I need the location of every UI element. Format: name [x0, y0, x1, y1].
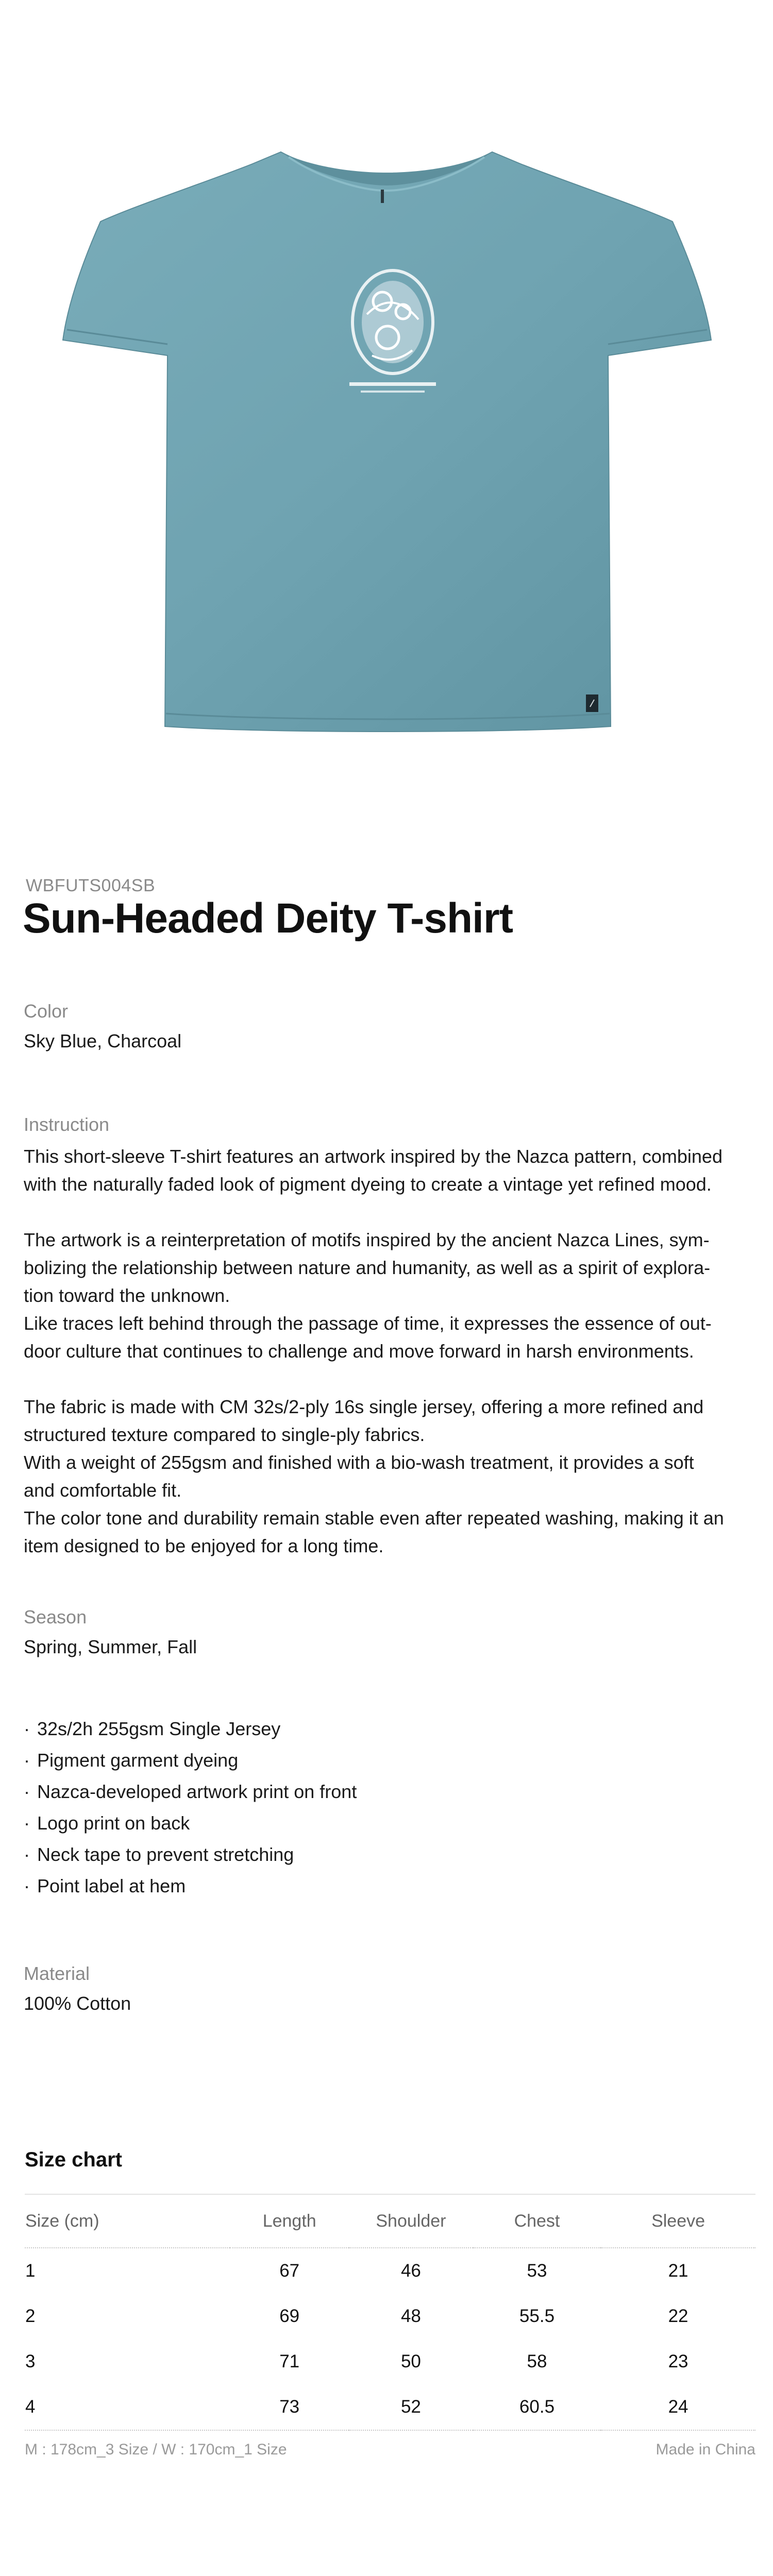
bullet-icon: · [24, 1844, 30, 1865]
material-label: Material [24, 1963, 90, 1984]
color-value-row [24, 1030, 755, 1052]
header-shoulder: Shoulder [349, 2194, 473, 2248]
season-label: Season [24, 1606, 87, 1628]
instruction-line: The color tone and durability remain stable even after repeated washing, making it an [24, 1507, 724, 1529]
instruction-line: With a weight of 255gsm and finished with a bio-wash treatment, it provides a soft [24, 1452, 694, 1473]
tshirt-body [63, 152, 711, 732]
size-chart-title: Size chart [25, 2148, 122, 2171]
size-chart-table [25, 2194, 755, 2431]
bullet-icon: · [24, 1875, 30, 1896]
product-image [0, 0, 773, 804]
table-row: 4 73 52 60.5 24 [25, 2384, 755, 2430]
header-sleeve: Sleeve [601, 2194, 755, 2248]
bullet-icon: · [24, 1750, 30, 1771]
instruction-line: Like traces left behind through the passage of time, it expresses the essence of out- [24, 1313, 712, 1334]
model-size-note: M : 178cm_3 Size / W : 170cm_1 Size [25, 2441, 287, 2458]
feature-item: · Point label at hem [24, 1870, 755, 1902]
instruction-line: with the naturally faded look of pigment dyeing to create a vintage yet refined mood. [24, 1174, 712, 1195]
color-value: Sky Blue, Charcoal [24, 1030, 182, 1052]
bullet-icon: · [24, 1812, 30, 1834]
instruction-line: item designed to be enjoyed for a long time. [24, 1535, 384, 1556]
season-value-row [24, 1636, 755, 1658]
feature-item: · Pigment garment dyeing [24, 1744, 755, 1776]
feature-item: · Nazca-developed artwork print on front [24, 1776, 755, 1807]
product-title: Sun-Headed Deity T-shirt [23, 895, 513, 942]
product-sku: WBFUTS004SB [26, 876, 156, 895]
instruction-line: The fabric is made with CM 32s/2-ply 16s single jersey, offering a more refined and [24, 1396, 704, 1417]
instruction-line: tion toward the unknown. [24, 1285, 230, 1306]
instruction-line: structured texture compared to single-ply fabrics. [24, 1424, 425, 1445]
bullet-icon: · [24, 1718, 30, 1739]
table-row: 2 69 48 55.5 22 [25, 2306, 688, 2326]
color-label: Color [24, 1001, 69, 1022]
bullet-icon: · [24, 1781, 30, 1802]
feature-list [24, 1713, 755, 1902]
table-row: 1 67 46 53 21 [25, 2261, 688, 2281]
instruction-body [24, 1143, 755, 1560]
instruction-label: Instruction [24, 1114, 110, 1135]
instruction-line: bolizing the relationship between nature and humanity, as well as a spirit of explora- [24, 1257, 711, 1278]
header-length: Length [230, 2194, 349, 2248]
material-value: 100% Cotton [24, 1993, 131, 2014]
season-value: Spring, Summer, Fall [24, 1636, 197, 1657]
instruction-section [24, 1114, 755, 1136]
feature-item: · Neck tape to prevent stretching [24, 1839, 755, 1870]
season-section [24, 1606, 755, 1628]
feature-item: · Logo print on back [24, 1807, 755, 1839]
header-chest: Chest [473, 2194, 601, 2248]
instruction-line: door culture that continues to challenge and move forward in harsh environments. [24, 1341, 694, 1362]
instruction-line: This short-sleeve T-shirt features an artwork inspired by the Nazca pattern, combined [24, 1146, 722, 1167]
instruction-line: and comfortable fit. [24, 1480, 182, 1501]
feature-item: · 32s/2h 255gsm Single Jersey [24, 1713, 755, 1744]
instruction-line: The artwork is a reinterpretation of motifs inspired by the ancient Nazca Lines, sym- [24, 1229, 710, 1250]
tshirt-illustration [0, 0, 773, 804]
neck-logo-mark [381, 190, 384, 203]
table-row: 3 71 50 58 23 [25, 2351, 688, 2371]
material-section [24, 1963, 755, 1985]
header-size: Size (cm) [25, 2194, 230, 2248]
material-value-row [24, 1993, 755, 2014]
country-of-origin: Made in China [656, 2441, 755, 2458]
size-chart-header-row [25, 2194, 755, 2248]
color-section [24, 1001, 755, 1022]
